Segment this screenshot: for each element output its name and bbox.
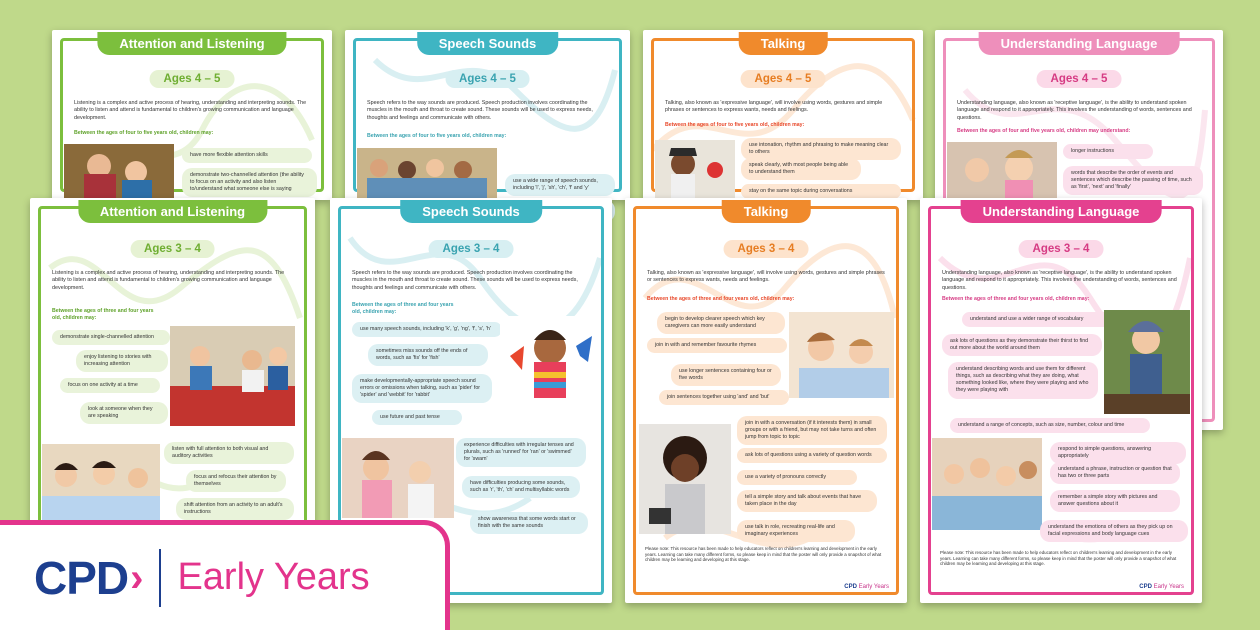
bullet-item: understand a range of concepts, such as size, number, colour and time <box>950 418 1150 433</box>
bullet-item: join sentences together using 'and' and 'but' <box>659 390 789 405</box>
bullet-item: understand the emotions of others as they pick up on facial expressions and body language cues <box>1040 520 1188 542</box>
chevron-right-icon: › <box>130 555 144 600</box>
disclaimer-note: Please note: This resource has been made to help educators reflect on children's learning and development in the early years. Learning can take many different forms, so please keep in mind that the poster will only provide a snapshot of what children may be learning and developing at this stage. <box>645 546 882 563</box>
bullet-item: focus on one activity at a time <box>60 378 160 393</box>
poster-ages: Ages 3 – 4 <box>724 240 809 258</box>
bullet-item: respond to simple questions, answering appropriately <box>1050 442 1186 464</box>
bullet-item: remember a simple story with pictures and answer questions about it <box>1050 490 1180 512</box>
bullet-item: speak clearly, with most people being able to understand them <box>741 158 861 180</box>
poster-ages: Ages 4 – 5 <box>1037 70 1122 88</box>
child-with-dinosaurs-photo <box>500 316 600 416</box>
footer-logo: CPD Early Years <box>844 584 889 590</box>
children-photo <box>655 140 735 200</box>
poster-title: Attention and Listening <box>97 32 286 55</box>
poster-lead: Between the ages of four and five years old, children may understand: <box>957 128 1131 134</box>
poster-intro: Speech refers to the way sounds are produced. Speech production involves coordinating the muscles in the mouth and throat to create sound. These sounds will be used to express needs, thoughts and feelings and communicate with others. <box>367 100 593 121</box>
bullet-item: use talk in role, recreating real-life and imaginary experiences <box>737 520 855 542</box>
bullet-item: join in with and remember favourite rhymes <box>647 338 787 353</box>
children-drawing-photo <box>42 444 160 522</box>
bullet-item: shift attention from an activity to an adult's instructions <box>176 498 294 520</box>
bullet-item: sometimes miss sounds off the ends of words, such as 'fis' for 'fish' <box>368 344 488 366</box>
bullet-item: experience difficulties with irregular tenses and plurals, such as 'runned' for 'ran' or 'swimmed' for 'swam' <box>456 438 586 467</box>
bullet-item: use future and past tense <box>372 410 462 425</box>
poster-talking-4-5 <box>643 30 923 200</box>
poster-ages: Ages 3 – 4 <box>429 240 514 258</box>
poster-lead: Between the ages of four to five years old, children may: <box>665 122 805 128</box>
bullet-item: use a wide range of speech sounds, including 'l', 'j', 'sh', 'ch', 'f' and 'y' <box>505 174 615 196</box>
bullet-item: tell a simple story and talk about events that have taken place in the day <box>737 490 877 512</box>
bullet-item: words that describe the order of events and sentences which describe the passing of time, such as 'first', 'next' and 'finally' <box>1063 166 1203 195</box>
bullet-item: use intonation, rhythm and phrasing to make meaning clear to others <box>741 138 901 160</box>
poster-title: Attention and Listening <box>78 200 267 223</box>
bullet-item: stay on the same topic during conversations <box>741 184 901 199</box>
children-reading-photo <box>789 312 894 398</box>
poster-lead: Between the ages of three and four years old, children may: <box>942 296 1090 302</box>
footer-logo: CPD Early Years <box>1139 584 1184 590</box>
bullet-item: understand describing words and use them for different things, such as describing what they are doing, what something looked like, where they were playing and who they were playing with <box>948 362 1098 399</box>
bullet-item: have more flexible attention skills <box>182 148 312 163</box>
poster-understanding-language-3-4 <box>920 198 1202 603</box>
bullet-item: have difficulties producing some sounds, such as 'r', 'th', 'ch' and multisyllabic words <box>462 476 580 498</box>
bullet-item: enjoy listening to stories with increasing attention <box>76 350 168 372</box>
bullet-item: understand and use a wider range of vocabulary <box>962 312 1112 327</box>
bullet-item: understand a phrase, instruction or question that has two or three parts <box>1050 462 1180 484</box>
poster-lead: Between the ages of three and four years old, children may: <box>647 296 795 302</box>
bullet-item: focus and refocus their attention by themselves <box>186 470 286 492</box>
bullet-item: use longer sentences containing four or five words <box>671 364 781 386</box>
disclaimer-note: Please note: This resource has been made to help educators reflect on children's learning and development in the early years. Learning can take many different forms, so please keep in mind that the poster will only provide a snapshot of what children may be learning and developing at this stage. <box>940 550 1177 567</box>
bullet-item: look at someone when they are speaking <box>80 402 168 424</box>
poster-ages: Ages 4 – 5 <box>445 70 530 88</box>
child-gardening-photo <box>1104 310 1190 414</box>
poster-ages: Ages 3 – 4 <box>1019 240 1104 258</box>
bullet-item: show awareness that some words start or finish with the same sounds <box>470 512 588 534</box>
poster-lead: Between the ages of four to five years old, children may: <box>74 130 214 136</box>
bullet-item: make developmentally-appropriate speech sound errors or omissions when talking, such as 'pider' for 'spider' and 'webbit' for 'rabbit' <box>352 374 492 403</box>
children-photo <box>357 148 497 200</box>
bullet-item: join in with a conversation (if it interests them) in small groups or with a friend, but may not take turns and often jump from topic to topic <box>737 416 887 445</box>
poster-title: Talking <box>722 200 811 223</box>
poster-speech-sounds-4-5 <box>345 30 630 200</box>
bullet-item: listen with full attention to both visual and auditory activities <box>164 442 294 464</box>
bullet-item: demonstrate two-channelled attention (the ability to focus on an activity and also listen to/understand what someone else is saying <box>182 168 317 197</box>
poster-ages: Ages 3 – 4 <box>130 240 215 258</box>
poster-ages: Ages 4 – 5 <box>741 70 826 88</box>
brand-badge <box>0 520 450 630</box>
brand-early-years-text: Early Years <box>177 556 370 598</box>
poster-talking-3-4 <box>625 198 907 603</box>
bullet-item: ask lots of questions as they demonstrate their thirst to find out more about the world around them <box>942 334 1102 356</box>
poster-ages: Ages 4 – 5 <box>150 70 235 88</box>
poster-lead: Between the ages of three and four years old, children may: <box>352 302 454 316</box>
bullet-item: ask lots of questions using a variety of question words <box>737 448 887 463</box>
poster-title: Speech Sounds <box>400 200 542 223</box>
poster-attention-listening-4-5 <box>52 30 332 200</box>
children-photo <box>947 142 1057 202</box>
brand-cpd-text: CPD <box>34 551 129 604</box>
poster-title: Understanding Language <box>979 32 1180 55</box>
bullet-item: use a variety of pronouns correctly <box>737 470 857 485</box>
poster-intro: Listening is a complex and active process of hearing, understanding and interpreting sounds. The ability to listen and attend is fundamental to children's growing communication and language development. <box>74 100 307 121</box>
bullet-item: use many speech sounds, including 'k', 'g', 'ng', 'f', 's', 'h' <box>352 322 502 337</box>
poster-intro: Talking, also known as 'expressive language', will involve using words, gestures and simple phrases or sentences to express wants, needs and feelings. <box>647 270 885 284</box>
poster-intro: Understanding language, also known as 'receptive language', is the ability to understand spoken language and respond to it appropriately. This involves the understanding of words, sentences and questions. <box>957 100 1192 121</box>
poster-title: Speech Sounds <box>417 32 559 55</box>
teacher-and-child-photo <box>342 438 454 518</box>
brand-divider <box>159 549 161 607</box>
bullet-item: begin to develop clearer speech which key caregivers can more easily understand <box>657 312 785 334</box>
bullet-item: longer instructions <box>1063 144 1153 159</box>
bullet-item: demonstrate single-channelled attention <box>52 330 170 345</box>
children-photo <box>64 144 174 200</box>
poster-lead: Between the ages of four to five years old, children may: <box>367 133 507 139</box>
poster-title: Understanding Language <box>961 200 1162 223</box>
child-on-phone-photo <box>639 424 731 534</box>
children-group-photo <box>932 438 1042 530</box>
poster-title: Talking <box>739 32 828 55</box>
poster-intro: Listening is a complex and active process of hearing, understanding and interpreting sounds. The ability to listen and attend is fundamental to children's growing communication and language development. <box>52 270 285 291</box>
children-playing-photo <box>170 326 295 426</box>
poster-intro: Talking, also known as 'expressive language', will involve using words, gestures and simple phrases or sentences to express wants, needs and feelings. <box>665 100 883 114</box>
poster-lead: Between the ages of three and four years old, children may: <box>52 308 154 322</box>
poster-intro: Understanding language, also known as 'receptive language', is the ability to understand spoken language and respond to it appropriately. This involves the understanding of words, sentences and questions. <box>942 270 1177 291</box>
poster-intro: Speech refers to the way sounds are produced. Speech production involves coordinating the muscles in the mouth and throat to create sound. These sounds will be used to express needs, thoughts and feelings and communicate with others. <box>352 270 578 291</box>
